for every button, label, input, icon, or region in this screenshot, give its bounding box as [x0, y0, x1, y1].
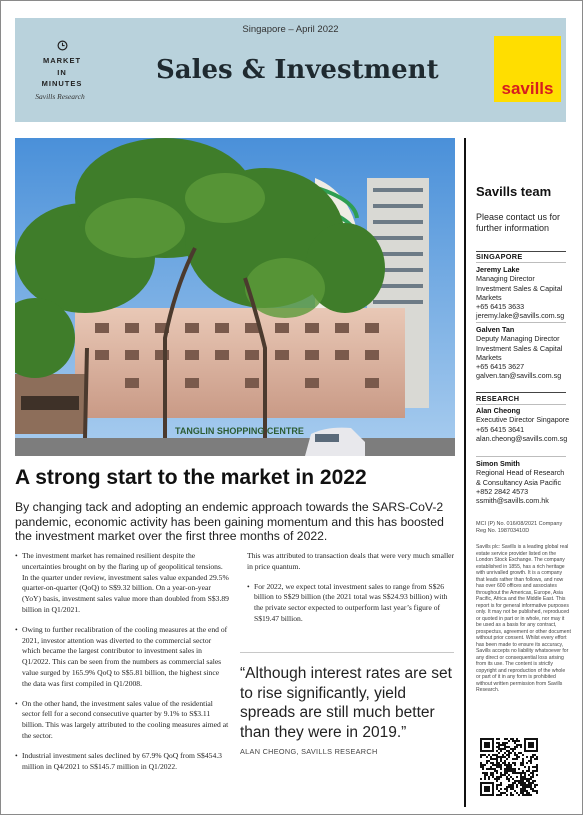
contact-rule: [476, 404, 566, 405]
continued-paragraph: This was attributed to transaction deals that were very much smaller in price quantum.: [247, 551, 455, 571]
contact-rule: [476, 262, 566, 263]
contact-email[interactable]: jeremy.lake@savills.com.sg: [476, 311, 565, 321]
savills-logo: [494, 36, 561, 102]
contact-card: [476, 406, 571, 443]
section-rule: [476, 392, 566, 393]
article-lead: By changing tack and adopting an endemic approach towards the SARS-CoV-2 pandemic, economic activity has been gaining momentum and this has boosted the investment market over the first three months of 2022.: [15, 500, 444, 543]
sidebar-title: Savills team: [476, 184, 552, 199]
registration-note: MCI (P) No. 016/08/2021 Company Reg No. 198703410D: [476, 521, 563, 534]
contact-rule: [476, 456, 566, 457]
building-photo-illustration: [15, 138, 455, 456]
sidebar-divider: [464, 138, 466, 807]
contact-role: Regional Head of Research & Consultancy Asia Pacific: [476, 468, 565, 487]
series-word-2: IN: [57, 67, 67, 77]
series-word-1: MARKET: [42, 56, 82, 65]
bullet-paragraph-3: • On the other hand, the investment sales value of the residential sector fell for a second consecutive quarter by 9.1% to S$3.11 billion. This was largely attributed to the cooling measures aimed at the sector.: [15, 699, 230, 742]
contact-name: Simon Smith: [476, 459, 520, 468]
body-column-2: [247, 551, 457, 634]
hero-photo: [15, 138, 455, 456]
sidebar-intro: Please contact us for further information: [476, 212, 561, 233]
qr-code[interactable]: [480, 738, 538, 801]
clock-icon: [57, 40, 68, 51]
contact-phone[interactable]: +852 2842 4573: [476, 486, 529, 496]
market-in-minutes-badge: [34, 40, 90, 101]
masthead: [15, 18, 566, 122]
logo-wordmark: savills: [501, 79, 554, 98]
contact-email[interactable]: alan.cheong@savills.com.sg: [476, 433, 568, 443]
series-word-3: MINUTES: [41, 79, 83, 88]
series-subtitle: Savills Research: [35, 91, 85, 101]
quote-divider: [240, 652, 454, 653]
contact-phone[interactable]: +65 6415 3641: [476, 424, 525, 434]
qr-code-graphic: [480, 738, 538, 796]
contact-name: Alan Cheong: [476, 406, 521, 415]
report-title: Sales & Investment: [156, 55, 439, 85]
contact-phone[interactable]: +65 6415 3633: [476, 302, 525, 312]
contact-card: [476, 325, 571, 381]
contact-role: Executive Director Singapore: [476, 415, 570, 425]
bullet-paragraph-2: • Owing to further recalibration of the cooling measures at the end of 2021, investor attention was diverted to the commercial sector which became the largest contributor to investment sales in Q1/2022. This can be seen from the numbers as commercial sales value surged by 165.9% QoQ to S$5.81 billion, the highest since the data was first compiled in Q1/2008.: [15, 625, 230, 690]
shopping-centre-sign: TANGLIN SHOPPING CENTRE: [175, 426, 304, 436]
contact-role: Deputy Managing Director Investment Sales & Capital Markets: [476, 334, 563, 362]
bullet-paragraph-1: • The investment market has remained resilient despite the uncertainties brought on by the flaring up of geopolitical tensions. In the quarter under review, investment sales value expanded 29.5% quarter-on-quarter (QoQ) to S$9.32 billion. On a year-on-year (YoY) basis, investment sales value more than doubled from S$3.89 billion in Q1/2021.: [15, 551, 230, 616]
section-heading-singapore: SINGAPORE: [476, 252, 523, 261]
bullet-paragraph-5: • For 2022, we expect total investment sales to range from S$26 billion to S$29 billion (the 2021 total was S$24.93 billion) with the private sector expected to outperform last year’s figure of S$19.47 billion.: [247, 582, 457, 625]
contact-card: [476, 459, 571, 505]
contact-name: Jeremy Lake: [476, 265, 520, 274]
body-column-1: [15, 551, 230, 781]
location-date: Singapore – April 2022: [242, 24, 339, 35]
contact-email[interactable]: ssmith@savills.com.hk: [476, 496, 549, 506]
contact-phone[interactable]: +65 6415 3627: [476, 362, 525, 372]
article-headline: A strong start to the market in 2022: [15, 466, 367, 489]
contact-card: [476, 265, 571, 321]
pull-quote: “Although interest rates are set to rise significantly, yield spreads are still much better than they were in 2019.”: [240, 665, 452, 741]
contact-role: Managing Director Investment Sales & Capital Markets: [476, 274, 563, 302]
contact-email[interactable]: galven.tan@savills.com.sg: [476, 371, 562, 381]
contact-name: Galven Tan: [476, 325, 515, 334]
contact-rule: [476, 322, 566, 323]
section-heading-research: RESEARCH: [476, 394, 520, 403]
bullet-paragraph-4: • Industrial investment sales declined by 67.9% QoQ from S$454.3 million in Q4/2021 to S$145.7 million in Q1/2022.: [15, 751, 230, 773]
quote-attribution: ALAN CHEONG, SAVILLS RESEARCH: [240, 747, 378, 756]
legal-disclaimer: Savills plc: Savills is a leading global real estate service provider listed on the London Stock Exchange. The company established in 1855, has a rich heritage with unrivalled growth. It is a company that leads rather than follows, and now has over 600 offices and associates throughout the Americas, Europe, Asia Pacific, Africa and the Middle East. This report is for general informative purposes only. It may not be published, reproduced or quoted in part or in whole, nor may it be used as a basis for any contract, prospectus, agreement or other document without prior consent. Whilst every effort has been made to ensure its accuracy, Savills accepts no liability whatsoever for any direct or consequential loss arising from its use. The content is strictly copyright and reproduction of the whole or part of it in any form is prohibited without written permission from Savills Research.: [476, 544, 571, 693]
